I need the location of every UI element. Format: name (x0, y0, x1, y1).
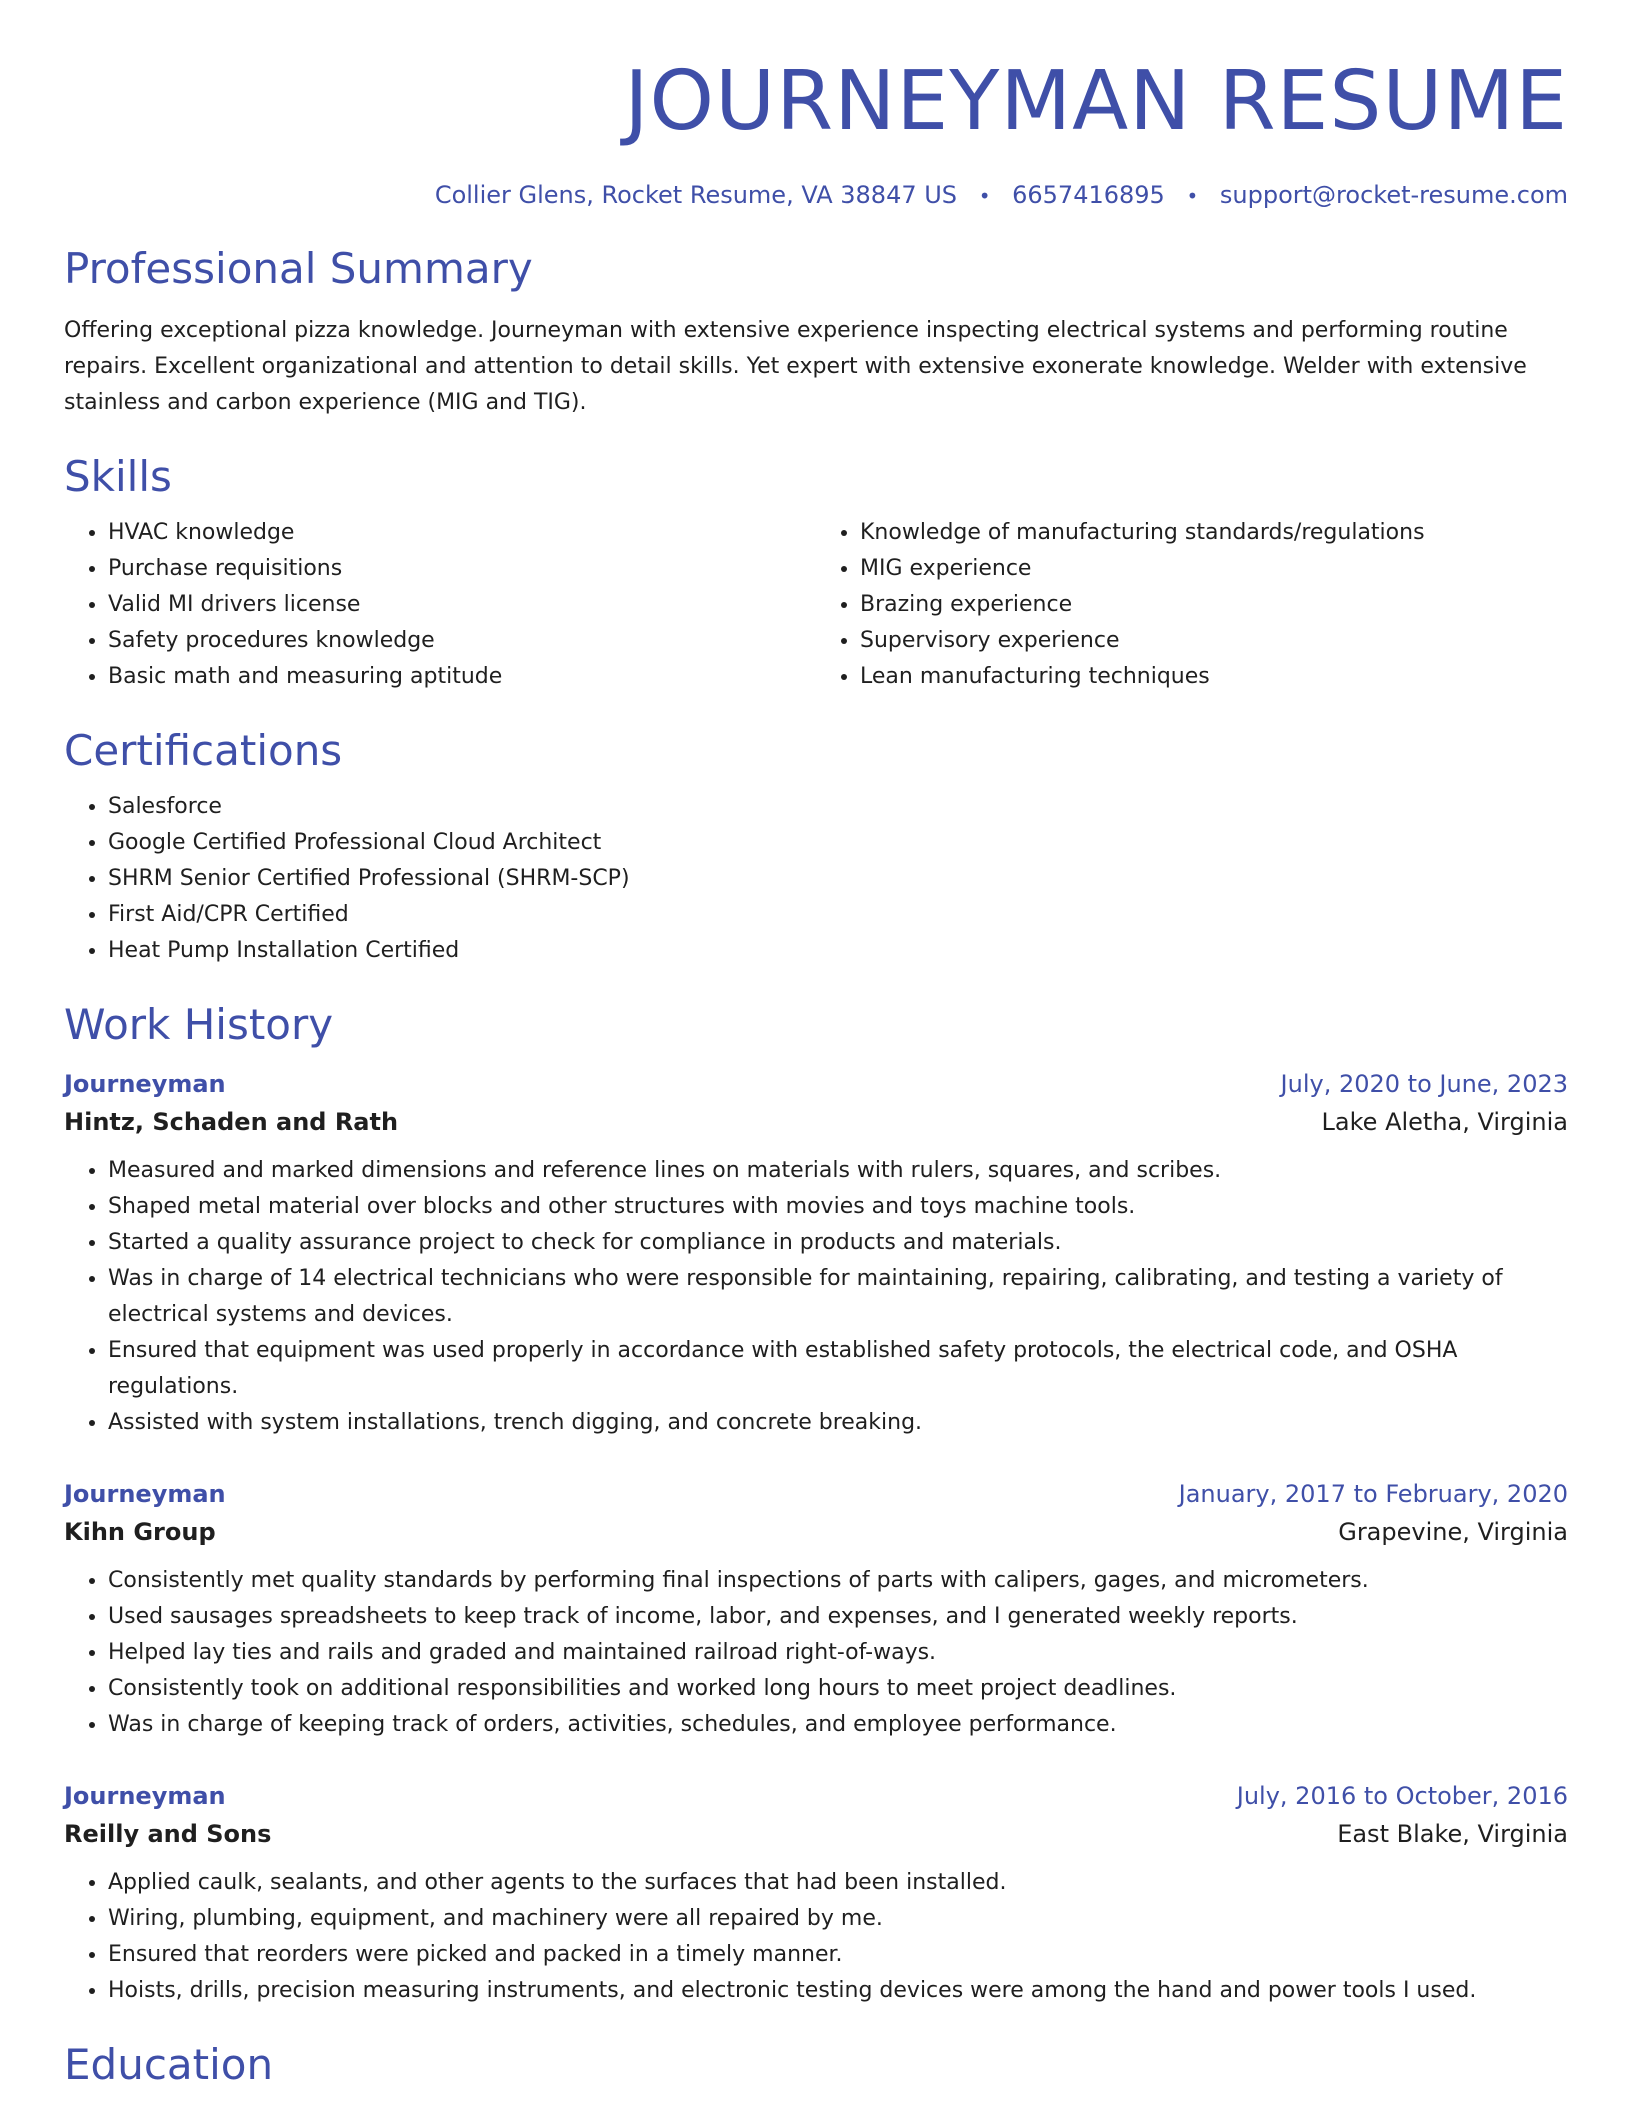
skill-item: • Safety procedures knowledge (108, 623, 816, 659)
job-bullet: • Hoists, drills, precision measuring instruments, and electronic testing devices were among the hand and power tools I used. (108, 1973, 1568, 2009)
job-bullet: • Consistently met quality standards by performing final inspections of parts with calipers, gages, and micrometers. (108, 1563, 1568, 1599)
job-dates: January, 2017 to February, 2020 (1178, 1480, 1568, 1508)
job-header-row (64, 1777, 1568, 1815)
skill-item: • MIG experience (860, 551, 1568, 587)
certification-item: • Google Certified Professional Cloud Architect (108, 825, 1568, 861)
skills-columns (64, 515, 1568, 695)
job-bullet: • Shaped metal material over blocks and other structures with movies and toys machine tools. (108, 1189, 1568, 1225)
skills-list-left (64, 515, 816, 695)
job-title: Journeyman (64, 1782, 226, 1810)
job-bullet: • Consistently took on additional responsibilities and worked long hours to meet project deadlines. (108, 1671, 1568, 1707)
job-header-row (64, 1065, 1568, 1103)
contact-address: Collier Glens, Rocket Resume, VA 38847 US (434, 181, 958, 209)
job-employer-row (64, 1103, 1568, 1141)
certification-item: • Heat Pump Installation Certified (108, 933, 1568, 969)
job-location: East Blake, Virginia (1337, 1820, 1568, 1848)
job-bullet: • Ensured that equipment was used properly in accordance with established safety protocols, the electrical code, and OSHA regulations. (108, 1333, 1568, 1405)
work-history-section (64, 999, 1568, 2009)
certifications-list (64, 789, 1568, 969)
job-bullet: • Was in charge of keeping track of orders, activities, schedules, and employee performance. (108, 1707, 1568, 1743)
resume-title: JOURNEYMAN RESUME (624, 54, 1568, 149)
job-bullet: • Used sausages spreadsheets to keep track of income, labor, and expenses, and I generated weekly reports. (108, 1599, 1568, 1635)
job-title: Journeyman (64, 1480, 226, 1508)
job-bullet-list (64, 1563, 1568, 1743)
certification-item: • First Aid/CPR Certified (108, 897, 1568, 933)
education-section (64, 2039, 1568, 2091)
job-company: Reilly and Sons (64, 1820, 272, 1848)
job-bullet: • Measured and marked dimensions and reference lines on materials with rulers, squares, and scribes. (108, 1153, 1568, 1189)
job-entry (64, 1065, 1568, 1441)
work-history-heading: Work History (64, 1000, 334, 1049)
summary-heading: Professional Summary (64, 244, 533, 293)
skill-item: • Knowledge of manufacturing standards/regulations (860, 515, 1568, 551)
job-employer-row (64, 1513, 1568, 1551)
contact-separator: • (978, 184, 991, 208)
job-title: Journeyman (64, 1070, 226, 1098)
job-location: Lake Aletha, Virginia (1321, 1108, 1568, 1136)
certification-item: • SHRM Senior Certified Professional (SHRM-SCP) (108, 861, 1568, 897)
job-bullet: • Started a quality assurance project to check for compliance in products and materials. (108, 1225, 1568, 1261)
contact-phone: 6657416895 (1012, 181, 1165, 209)
contact-line (64, 178, 1568, 213)
job-bullet: • Wiring, plumbing, equipment, and machinery were all repaired by me. (108, 1901, 1568, 1937)
job-employer-row (64, 1815, 1568, 1853)
contact-separator: • (1186, 184, 1199, 208)
summary-section (64, 243, 1568, 421)
skill-item: • Brazing experience (860, 587, 1568, 623)
job-bullet: • Was in charge of 14 electrical technicians who were responsible for maintaining, repairing, calibrating, and testing a variety of electrical systems and devices. (108, 1261, 1568, 1333)
skill-item: • Supervisory experience (860, 623, 1568, 659)
job-bullet: • Assisted with system installations, trench digging, and concrete breaking. (108, 1405, 1568, 1441)
job-company: Hintz, Schaden and Rath (64, 1108, 399, 1136)
skill-item: • Valid MI drivers license (108, 587, 816, 623)
skills-list-right (816, 515, 1568, 695)
skills-heading: Skills (64, 452, 172, 501)
skill-item: • Basic math and measuring aptitude (108, 659, 816, 695)
job-bullet-list (64, 1153, 1568, 1441)
job-bullet: • Helped lay ties and rails and graded and maintained railroad right-of-ways. (108, 1635, 1568, 1671)
job-list (64, 1065, 1568, 2009)
skill-item: • Purchase requisitions (108, 551, 816, 587)
job-bullet: • Ensured that reorders were picked and packed in a timely manner. (108, 1937, 1568, 1973)
job-entry (64, 1475, 1568, 1743)
job-dates: July, 2016 to October, 2016 (1236, 1782, 1568, 1810)
education-heading: Education (64, 2040, 274, 2089)
summary-text: Offering exceptional pizza knowledge. Journeyman with extensive experience inspecting electrical systems and performing routine repairs. Excellent organizational and attention to detail skills. Yet expert with extensive exonerate knowledge. Welder with extensive stainless and carbon experience (MIG and TIG). (64, 318, 1527, 415)
job-bullet-list (64, 1865, 1568, 2009)
skills-section (64, 451, 1568, 695)
contact-email: support@rocket-resume.com (1219, 181, 1568, 209)
job-company: Kihn Group (64, 1518, 216, 1546)
skill-item: • Lean manufacturing techniques (860, 659, 1568, 695)
certifications-heading: Certifications (64, 726, 343, 775)
job-entry (64, 1777, 1568, 2009)
job-location: Grapevine, Virginia (1338, 1518, 1568, 1546)
certification-item: • Salesforce (108, 789, 1568, 825)
certifications-section (64, 725, 1568, 969)
job-header-row (64, 1475, 1568, 1513)
job-bullet: • Applied caulk, sealants, and other agents to the surfaces that had been installed. (108, 1865, 1568, 1901)
skill-item: • HVAC knowledge (108, 515, 816, 551)
job-dates: July, 2020 to June, 2023 (1280, 1070, 1568, 1098)
